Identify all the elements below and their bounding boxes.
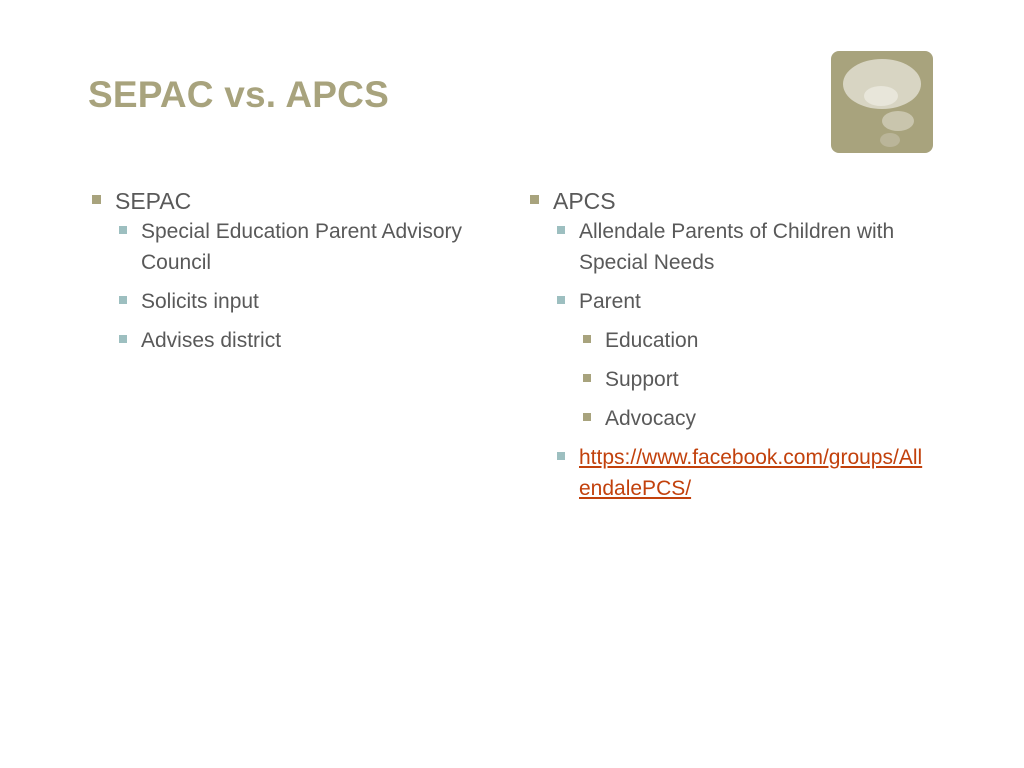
list-item-text: Advocacy xyxy=(605,407,697,430)
list-item xyxy=(579,403,930,434)
slide-title: SEPAC vs. APCS xyxy=(88,74,389,115)
right-heading: APCS xyxy=(553,188,616,214)
facebook-group-link[interactable]: https://www.facebook.com/groups/AllendalePCS/ xyxy=(579,446,923,500)
bullet-icon xyxy=(530,195,539,204)
parent-sublist xyxy=(579,325,930,434)
list-item xyxy=(115,325,472,356)
bullet-icon xyxy=(557,226,565,234)
bullet-icon xyxy=(92,195,101,204)
bullet-icon xyxy=(119,296,127,304)
list-item xyxy=(115,286,472,317)
bullet-icon xyxy=(583,413,591,421)
bullet-icon xyxy=(557,296,565,304)
left-heading: SEPAC xyxy=(115,188,192,214)
right-sublist xyxy=(553,216,930,504)
bullet-icon xyxy=(583,374,591,382)
bullet-icon xyxy=(119,335,127,343)
right-column xyxy=(530,186,930,512)
list-item-text: Advises district xyxy=(141,329,282,352)
list-item-text: Allendale Parents of Children with Special Needs xyxy=(579,220,895,274)
list-item xyxy=(553,442,930,504)
list-item xyxy=(553,286,930,434)
bullet-icon xyxy=(119,226,127,234)
left-heading-item xyxy=(92,186,472,356)
list-item xyxy=(553,216,930,278)
bullet-icon xyxy=(583,335,591,343)
list-item-text: Special Education Parent Advisory Council xyxy=(141,220,463,274)
list-item xyxy=(579,364,930,395)
bullet-icon xyxy=(557,452,565,460)
left-column xyxy=(92,186,472,364)
list-item-text: Support xyxy=(605,368,679,391)
list-item xyxy=(579,325,930,356)
thought-bubble-icon xyxy=(831,51,933,153)
left-sublist xyxy=(115,216,472,356)
list-item-text: Education xyxy=(605,329,699,352)
list-item-text: Solicits input xyxy=(141,290,259,313)
list-item-text: Parent xyxy=(579,290,641,313)
list-item xyxy=(115,216,472,278)
right-heading-item xyxy=(530,186,930,504)
